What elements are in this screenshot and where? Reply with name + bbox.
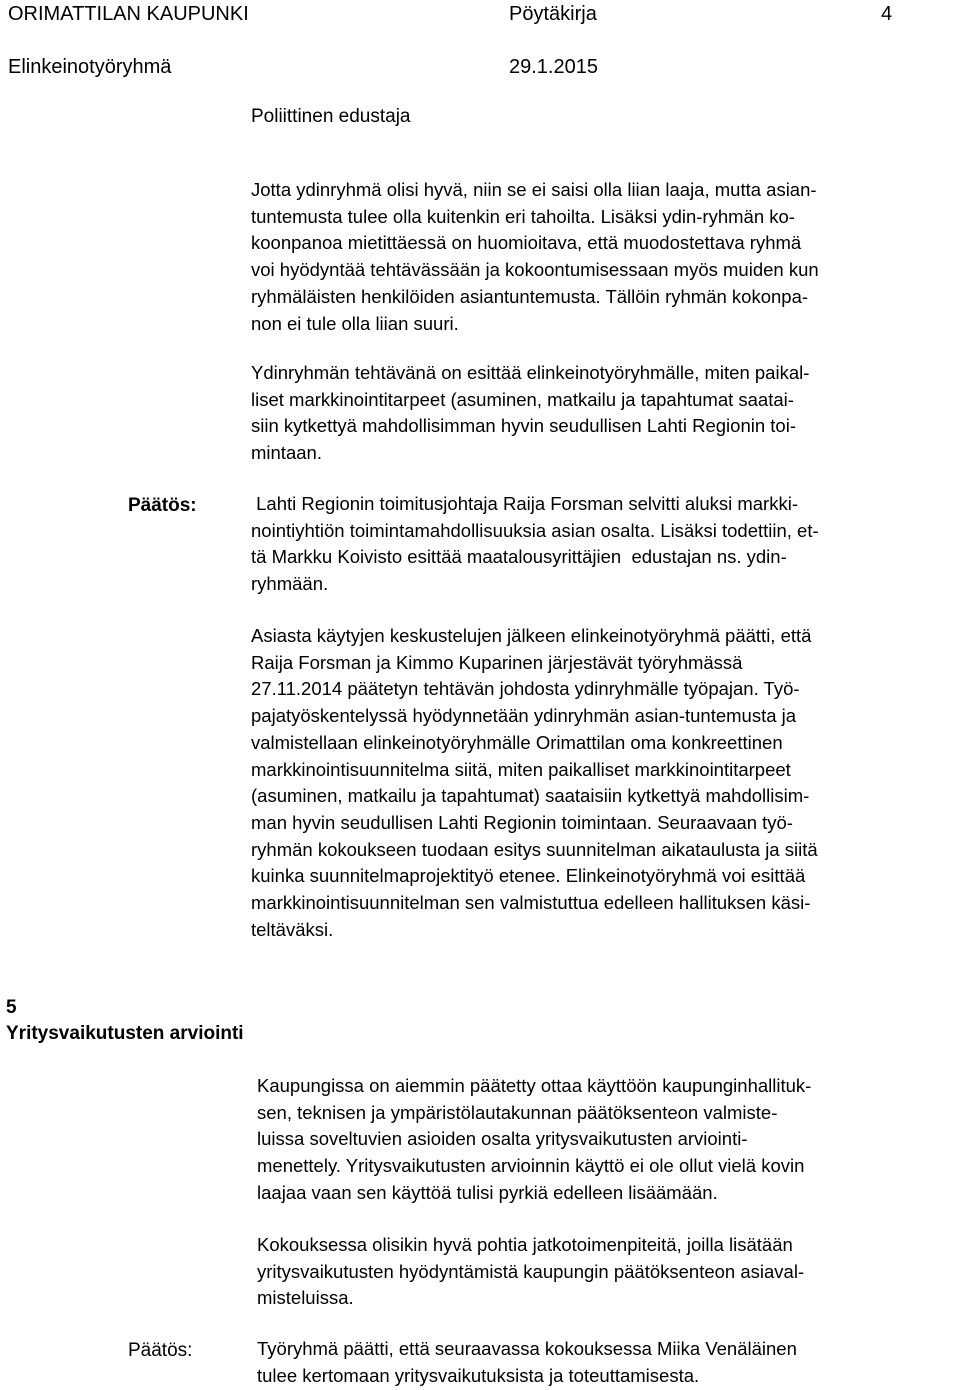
decision-paragraph-item5: [257, 1336, 947, 1389]
text-line: Lahti Regionin toimitusjohtaja Raija Forsman selvitti aluksi markki-: [251, 493, 798, 514]
text-line: Asiasta käytyjen keskustelujen jälkeen elinkeinotyöryhmä päätti, että: [251, 625, 812, 646]
item-title: Yritysvaikutusten arviointi: [6, 1023, 244, 1044]
text-line: sen, teknisen ja ympäristölautakunnan päätöksenteon valmiste-: [257, 1101, 778, 1123]
decision-label: Päätös:: [128, 495, 197, 516]
text-line: menettely. Yritysvaikutusten arvioinnin käyttö ei ole ollut vielä kovin: [257, 1155, 805, 1177]
text-line: (asuminen, matkailu ja tapahtumat) saataisiin kytkettyä mahdollisim-: [251, 785, 810, 807]
body-name: Elinkeinotyöryhmä: [8, 56, 172, 78]
text-line: 27.11.2014 päätetyn tehtävän johdosta ydinryhmälle työpajan. Työ-: [251, 678, 800, 700]
city-name: ORIMATTILAN KAUPUNKI: [8, 3, 249, 25]
text-line: kuinka suunnitelmaprojektityö etenee. Elinkeinotyöryhmä voi esittää: [251, 865, 806, 887]
text-line: liset markkinointitarpeet (asuminen, matkailu ja tapahtumat saatai-: [251, 388, 794, 410]
text-line: ryhmään.: [251, 573, 329, 595]
text-line: Ydinryhmän tehtävänä on esittää elinkeinotyöryhmälle, miten paikal-: [251, 362, 810, 383]
text-line: siin kytkettyä mahdollisimman hyvin seudullisen Lahti Regionin toi-: [251, 415, 796, 437]
paragraph-core-group-task: [251, 360, 941, 467]
paragraph-business-impact-intro: [257, 1073, 947, 1207]
text-line: laajaa vaan sen käyttöä tulisi pyrkiä edelleen lisäämään.: [257, 1181, 718, 1203]
page-number: 4: [881, 3, 893, 25]
text-line: Jotta ydinryhmä olisi hyvä, niin se ei saisi olla liian laaja, mutta asian-: [251, 179, 817, 200]
text-line: markkinointisuunnitelman sen valmistuttua edelleen hallituksen käsi-: [251, 892, 811, 914]
text-line: voi hyödyntää tehtävässään ja kokoontumisessaan myös muiden kun: [251, 259, 819, 281]
text-line: luissa soveltuvien asioiden osalta yritysvaikutusten arviointi-: [257, 1128, 748, 1150]
text-line: markkinointisuunnitelma siitä, miten paikalliset markkinointitarpeet: [251, 758, 791, 780]
text-line: Kaupungissa on aiemmin päätetty ottaa käyttöön kaupunginhallituk-: [257, 1075, 812, 1096]
text-line: teltäväksi.: [251, 918, 334, 940]
decision-paragraph-1: [251, 491, 941, 598]
text-line: tä Markku Koivisto esittää maatalousyrittäjien edustajan ns. ydin-: [251, 546, 787, 568]
text-line: mintaan.: [251, 442, 322, 464]
text-line: tuntemusta tulee olla kuitenkin eri tahoilta. Lisäksi ydin-ryhmän ko-: [251, 205, 795, 227]
decision-paragraph-2: [251, 623, 941, 943]
text-line: man hyvin seudullisen Lahti Regionin toimintaan. Seuraavaan työ-: [251, 811, 793, 833]
text-line: koonpanoa mietittäessä on huomioitava, että muodostettava ryhmä: [251, 232, 802, 254]
text-line: yritysvaikutusten hyödyntämistä kaupungin päätöksenteon asiaval-: [257, 1260, 805, 1282]
meeting-date: 29.1.2015: [509, 56, 598, 78]
text-line: valmistellaan elinkeinotyöryhmälle Orimattilan oma konkreettinen: [251, 731, 783, 753]
text-line: nointiyhtiön toimintamahdollisuuksia asian osalta. Lisäksi todettiin, et-: [251, 519, 819, 541]
text-line: ryhmäläisten henkilöiden asiantuntemusta. Tällöin ryhmän kokonpa-: [251, 285, 809, 307]
text-line: pajatyöskentelyssä hyödynnetään ydinryhmän asian-tuntemusta ja: [251, 705, 797, 727]
text-line: ryhmän kokoukseen tuodaan esitys suunnitelman aikataulusta ja siitä: [251, 838, 818, 860]
paragraph-next-steps: [257, 1232, 947, 1312]
text-line: misteluissa.: [257, 1287, 354, 1309]
subheading-political-representative: Poliittinen edustaja: [251, 106, 411, 127]
text-line: Työryhmä päätti, että seuraavassa kokouksessa Miika Venäläinen: [257, 1338, 797, 1359]
text-line: Kokouksessa olisikin hyvä pohtia jatkotoimenpiteitä, joilla lisätään: [257, 1234, 793, 1255]
item-number: 5: [6, 997, 17, 1018]
text-line: Raija Forsman ja Kimmo Kuparinen järjestävät työryhmässä: [251, 651, 743, 673]
text-line: non ei tule olla liian suuri.: [251, 312, 459, 334]
paragraph-core-group-composition: [251, 177, 941, 337]
document-type: Pöytäkirja: [509, 3, 597, 25]
decision-label: Päätös:: [128, 1340, 193, 1361]
text-line: tulee kertomaan yritysvaikutuksista ja toteuttamisesta.: [257, 1364, 700, 1386]
